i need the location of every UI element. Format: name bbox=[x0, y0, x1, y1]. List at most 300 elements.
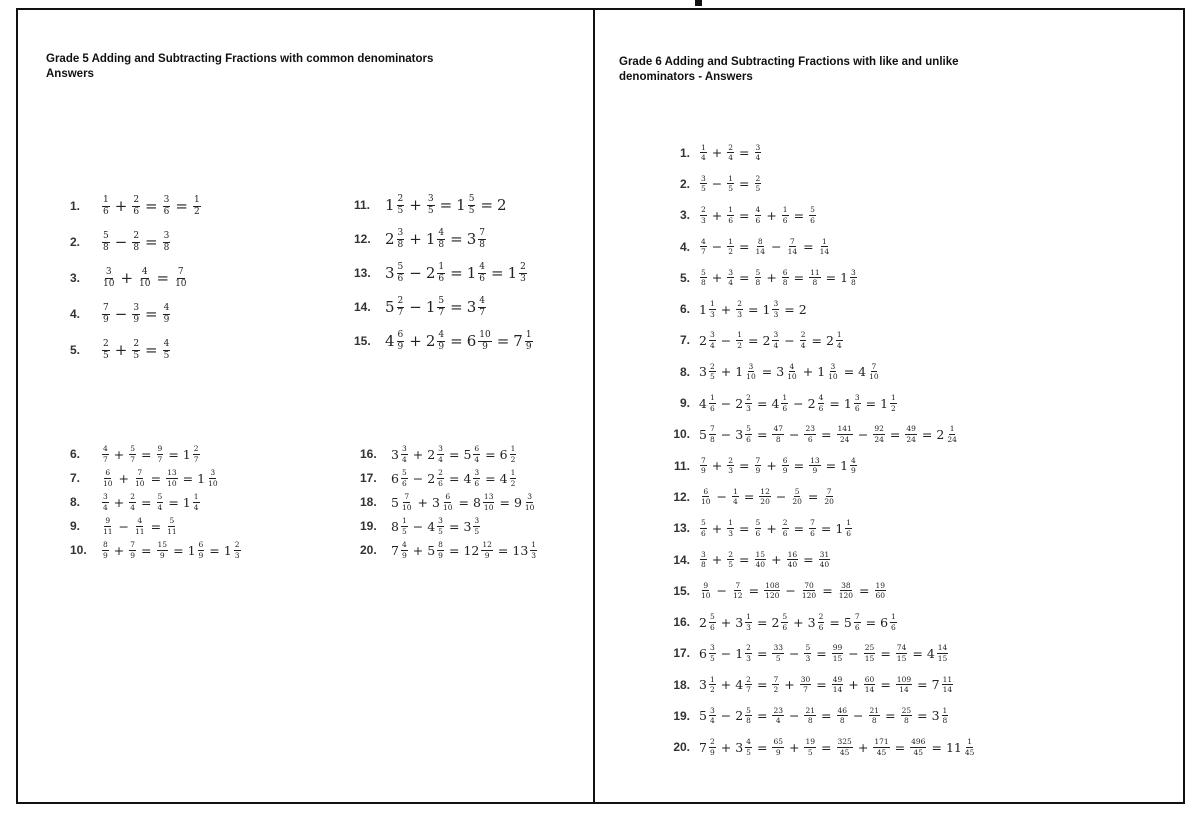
problem-expression bbox=[698, 613, 899, 631]
problem-number: 19. bbox=[673, 708, 690, 723]
numerator: 2 bbox=[103, 338, 109, 349]
whole-number: 1 bbox=[385, 196, 395, 214]
whole-number: 2 bbox=[427, 470, 436, 486]
numerator: 1 bbox=[709, 674, 715, 684]
numerator: 5 bbox=[805, 643, 811, 653]
denominator: 5 bbox=[775, 653, 781, 663]
numerator: 1 bbox=[949, 424, 955, 434]
denominator: 9 bbox=[103, 550, 108, 560]
operator: − bbox=[771, 239, 782, 255]
whole-number: 3 bbox=[735, 739, 744, 755]
numerator: 11 bbox=[942, 674, 953, 684]
fraction bbox=[401, 541, 408, 559]
denominator: 120 bbox=[838, 591, 854, 601]
numerator: 4 bbox=[103, 444, 108, 453]
numerator: 2 bbox=[397, 193, 404, 204]
denominator: 11 bbox=[103, 526, 113, 536]
fraction bbox=[166, 469, 178, 487]
whole-number: 1 bbox=[880, 395, 889, 411]
fraction bbox=[138, 268, 151, 289]
operator: − bbox=[853, 708, 864, 724]
fraction bbox=[437, 445, 444, 463]
fraction bbox=[755, 206, 762, 224]
operator: = bbox=[168, 494, 179, 510]
operator: = bbox=[821, 426, 832, 442]
denominator: 8 bbox=[903, 716, 909, 726]
numerator: 171 bbox=[874, 737, 889, 747]
operator: = bbox=[145, 233, 158, 251]
denominator: 4 bbox=[755, 153, 761, 163]
numerator: 33 bbox=[773, 643, 783, 653]
whole-number: 5 bbox=[391, 494, 399, 510]
denominator: 7 bbox=[397, 307, 404, 318]
fraction bbox=[700, 488, 712, 506]
operator: = bbox=[793, 207, 805, 223]
problem-row bbox=[70, 490, 243, 514]
numerator: 3 bbox=[709, 643, 715, 653]
fraction bbox=[905, 425, 917, 443]
fraction bbox=[709, 425, 716, 443]
fraction bbox=[764, 582, 780, 600]
denominator: 11 bbox=[167, 526, 177, 536]
problem-expression bbox=[698, 644, 950, 662]
numerator: 1 bbox=[438, 261, 445, 272]
numerator: 6 bbox=[782, 267, 788, 277]
problem-number: 15. bbox=[354, 334, 371, 348]
problem-number: 18. bbox=[673, 677, 690, 692]
operator: + bbox=[409, 332, 422, 350]
operator: − bbox=[711, 176, 723, 192]
grade5-title-line2: Answers bbox=[46, 68, 94, 80]
numerator: 3 bbox=[103, 492, 108, 501]
problem-row bbox=[660, 513, 977, 544]
fraction bbox=[102, 196, 110, 217]
fraction bbox=[736, 331, 743, 349]
denominator: 8 bbox=[871, 716, 877, 726]
numerator: 7 bbox=[479, 227, 485, 238]
denominator: 3 bbox=[709, 309, 715, 319]
fraction bbox=[163, 304, 171, 325]
problem-expression bbox=[390, 517, 482, 535]
operator: = bbox=[885, 708, 896, 724]
whole-number: 1 bbox=[182, 446, 191, 462]
denominator: 7 bbox=[193, 454, 199, 464]
fraction bbox=[782, 269, 789, 287]
operator: + bbox=[720, 614, 732, 630]
operator: + bbox=[409, 230, 422, 248]
numerator: 3 bbox=[773, 299, 779, 309]
whole-number: 4 bbox=[926, 645, 935, 661]
fraction bbox=[800, 331, 807, 349]
fraction bbox=[401, 445, 408, 463]
problem-number: 6. bbox=[70, 447, 81, 461]
operator: = bbox=[748, 332, 759, 348]
problem-expression bbox=[698, 363, 882, 381]
fraction bbox=[102, 517, 114, 535]
numerator: 23 bbox=[805, 424, 816, 434]
denominator: 10 bbox=[175, 278, 187, 289]
denominator: 9 bbox=[130, 550, 136, 560]
numerator: 3 bbox=[709, 705, 715, 715]
numerator: 4 bbox=[701, 236, 706, 246]
whole-number: 3 bbox=[466, 298, 477, 316]
numerator: 3 bbox=[163, 230, 170, 241]
fraction bbox=[772, 300, 779, 318]
numerator: 1 bbox=[821, 236, 827, 246]
denominator: 6 bbox=[846, 528, 852, 538]
problem-row bbox=[660, 419, 977, 450]
problem-row bbox=[70, 224, 203, 260]
operator: + bbox=[784, 677, 795, 693]
numerator: 1 bbox=[733, 486, 738, 496]
fraction bbox=[745, 676, 752, 694]
numerator: 3 bbox=[527, 492, 533, 501]
fraction bbox=[800, 676, 812, 694]
fraction bbox=[727, 144, 734, 162]
operator: = bbox=[739, 552, 750, 567]
operator: = bbox=[917, 677, 928, 693]
fraction bbox=[946, 425, 958, 443]
operator: = bbox=[921, 426, 933, 442]
numerator: 8 bbox=[757, 236, 763, 246]
numerator: 325 bbox=[837, 737, 852, 747]
problem-number: 8. bbox=[70, 495, 81, 509]
whole-number: 2 bbox=[425, 264, 436, 282]
denominator: 5 bbox=[728, 560, 734, 569]
whole-number: 1 bbox=[425, 230, 436, 248]
denominator: 45 bbox=[964, 747, 975, 757]
numerator: 3 bbox=[728, 267, 734, 277]
numerator: 2 bbox=[737, 299, 742, 309]
denominator: 6 bbox=[133, 206, 140, 217]
operator: = bbox=[141, 542, 152, 558]
fraction bbox=[207, 469, 219, 487]
numerator: 1 bbox=[737, 330, 742, 340]
fraction bbox=[401, 493, 413, 511]
denominator: 5 bbox=[427, 205, 434, 216]
denominator: 9 bbox=[755, 466, 761, 476]
fraction bbox=[772, 707, 784, 725]
problem-expression bbox=[384, 331, 535, 352]
operator: = bbox=[150, 470, 162, 486]
denominator: 2 bbox=[728, 247, 734, 257]
whole-number: 1 bbox=[835, 520, 844, 536]
fraction bbox=[755, 551, 767, 569]
fraction bbox=[727, 238, 734, 256]
fraction bbox=[519, 263, 527, 284]
operator: = bbox=[209, 542, 220, 558]
denominator: 9 bbox=[198, 550, 204, 560]
operator: = bbox=[756, 708, 768, 724]
grade6-title bbox=[619, 55, 959, 85]
fraction bbox=[732, 582, 744, 600]
problem-expression bbox=[698, 457, 859, 475]
whole-number: 5 bbox=[427, 542, 436, 558]
problem-number: 7. bbox=[70, 471, 81, 485]
fraction bbox=[478, 331, 491, 352]
operator: + bbox=[793, 614, 804, 630]
fraction bbox=[782, 457, 789, 475]
denominator: 6 bbox=[818, 622, 824, 632]
grade5-problems-6-10 bbox=[70, 442, 243, 562]
whole-number: 1 bbox=[817, 364, 826, 380]
numerator: 2 bbox=[130, 492, 136, 501]
numerator: 7 bbox=[826, 486, 832, 496]
fraction bbox=[937, 644, 949, 662]
denominator: 2 bbox=[891, 403, 896, 413]
whole-number: 1 bbox=[843, 395, 852, 411]
numerator: 1 bbox=[701, 142, 706, 152]
numerator: 7 bbox=[701, 455, 706, 465]
numerator: 6 bbox=[782, 455, 788, 465]
operator: = bbox=[743, 489, 755, 505]
fraction bbox=[709, 644, 716, 662]
operator: = bbox=[145, 197, 158, 215]
numerator: 5 bbox=[746, 424, 751, 434]
operator: = bbox=[439, 196, 453, 214]
fraction bbox=[727, 269, 734, 287]
fraction bbox=[709, 738, 716, 756]
denominator: 5 bbox=[103, 350, 109, 361]
denominator: 2 bbox=[193, 206, 200, 217]
denominator: 5 bbox=[163, 350, 170, 361]
operator: = bbox=[485, 446, 496, 462]
problem-number: 4. bbox=[70, 307, 81, 321]
denominator: 8 bbox=[851, 278, 856, 288]
problem-expression bbox=[390, 469, 518, 487]
numerator: 70 bbox=[804, 580, 814, 590]
denominator: 4 bbox=[130, 502, 136, 512]
operator: = bbox=[803, 552, 814, 567]
top-edge-mark bbox=[695, 0, 702, 6]
fraction bbox=[700, 457, 707, 475]
operator: − bbox=[716, 583, 728, 599]
problem-expression bbox=[100, 340, 172, 361]
denominator: 6 bbox=[891, 622, 896, 632]
fraction bbox=[804, 425, 816, 443]
problem-row bbox=[360, 538, 539, 562]
numerator: 109 bbox=[896, 674, 912, 684]
numerator: 74 bbox=[896, 643, 907, 653]
problem-row bbox=[660, 262, 977, 293]
numerator: 7 bbox=[130, 540, 136, 549]
denominator: 6 bbox=[810, 528, 815, 538]
operator: − bbox=[720, 426, 732, 442]
numerator: 65 bbox=[773, 737, 783, 747]
denominator: 2 bbox=[709, 685, 715, 695]
fraction bbox=[397, 297, 405, 318]
operator: − bbox=[114, 305, 128, 323]
denominator: 6 bbox=[854, 403, 860, 413]
problem-number: 3. bbox=[70, 271, 81, 285]
numerator: 5 bbox=[701, 267, 706, 277]
whole-number: 3 bbox=[776, 364, 785, 380]
operator: = bbox=[880, 645, 891, 661]
whole-number: 3 bbox=[735, 426, 744, 442]
numerator: 4 bbox=[438, 329, 445, 340]
operator: + bbox=[720, 301, 732, 317]
fraction bbox=[823, 488, 835, 506]
fraction bbox=[873, 738, 889, 756]
fraction bbox=[838, 582, 854, 600]
whole-number: 3 bbox=[466, 230, 477, 248]
whole-number: 4 bbox=[463, 470, 472, 486]
problem-row bbox=[660, 137, 977, 168]
numerator: 3 bbox=[401, 444, 407, 453]
denominator: 6 bbox=[397, 273, 404, 284]
fraction bbox=[468, 195, 476, 216]
operator: = bbox=[756, 426, 768, 442]
operator: + bbox=[113, 542, 125, 558]
grade5-title-line1: Grade 5 Adding and Subtracting Fractions with common denominators bbox=[46, 53, 434, 65]
fraction bbox=[772, 676, 779, 694]
denominator: 10 bbox=[701, 497, 711, 507]
denominator: 8 bbox=[839, 716, 845, 726]
fraction bbox=[132, 232, 140, 253]
problem-row bbox=[660, 450, 977, 481]
numerator: 1 bbox=[401, 516, 407, 525]
whole-number: 11 bbox=[945, 739, 962, 755]
operator: + bbox=[711, 207, 723, 223]
denominator: 9 bbox=[482, 341, 488, 352]
denominator: 20 bbox=[824, 497, 834, 507]
denominator: 7 bbox=[701, 247, 706, 257]
operator: − bbox=[716, 489, 728, 505]
operator: + bbox=[711, 145, 723, 161]
numerator: 5 bbox=[157, 492, 163, 501]
denominator: 8 bbox=[103, 242, 109, 253]
fraction bbox=[942, 676, 954, 694]
whole-number: 1 bbox=[735, 364, 744, 380]
denominator: 3 bbox=[728, 466, 734, 476]
problem-number: 2. bbox=[70, 235, 81, 249]
operator: = bbox=[739, 145, 750, 161]
numerator: 4 bbox=[851, 455, 856, 465]
operator: = bbox=[450, 332, 463, 350]
numerator: 141 bbox=[837, 424, 852, 434]
whole-number: 1 bbox=[425, 298, 436, 316]
denominator: 45 bbox=[913, 747, 924, 757]
whole-number: 4 bbox=[427, 518, 436, 534]
fraction bbox=[890, 394, 897, 412]
fraction bbox=[157, 445, 164, 463]
numerator: 3 bbox=[438, 444, 443, 453]
denominator: 5 bbox=[468, 205, 475, 216]
whole-number: 9 bbox=[513, 494, 522, 510]
denominator: 8 bbox=[782, 278, 788, 288]
denominator: 9 bbox=[812, 466, 818, 476]
whole-number: 2 bbox=[699, 332, 707, 348]
problem-row bbox=[360, 466, 539, 490]
numerator: 1 bbox=[525, 329, 532, 340]
problem-number: 5. bbox=[679, 270, 690, 285]
operator: = bbox=[450, 298, 463, 316]
denominator: 8 bbox=[746, 716, 751, 726]
denominator: 24 bbox=[947, 434, 957, 444]
numerator: 1 bbox=[728, 236, 734, 246]
denominator: 24 bbox=[874, 434, 884, 444]
problem-expression bbox=[384, 195, 507, 216]
fraction bbox=[524, 493, 536, 511]
whole-number: 4 bbox=[499, 470, 508, 486]
problem-expression bbox=[390, 541, 539, 559]
numerator: 2 bbox=[728, 142, 734, 152]
denominator: 5 bbox=[701, 184, 706, 194]
fraction bbox=[709, 613, 716, 631]
operator: + bbox=[412, 542, 424, 558]
numerator: 3 bbox=[773, 330, 779, 340]
problem-row bbox=[70, 538, 243, 562]
operator: = bbox=[145, 341, 158, 359]
operator: = bbox=[748, 583, 760, 599]
whole-number: 6 bbox=[466, 332, 477, 350]
whole-number: 2 bbox=[936, 426, 945, 442]
numerator: 21 bbox=[869, 705, 880, 715]
operator: = bbox=[450, 264, 463, 282]
denominator: 8 bbox=[709, 434, 715, 444]
numerator: 3 bbox=[474, 468, 480, 477]
operator: = bbox=[825, 270, 837, 286]
denominator: 5 bbox=[728, 184, 734, 194]
numerator: 4 bbox=[789, 361, 795, 371]
numerator: 3 bbox=[709, 330, 715, 340]
fraction bbox=[700, 582, 712, 600]
denominator: 120 bbox=[801, 591, 817, 601]
numerator: 99 bbox=[832, 643, 843, 653]
denominator: 3 bbox=[746, 403, 751, 413]
denominator: 15 bbox=[896, 653, 907, 663]
problem-row bbox=[660, 387, 977, 418]
fraction bbox=[510, 469, 517, 487]
denominator: 20 bbox=[792, 497, 802, 507]
numerator: 1 bbox=[728, 518, 734, 528]
operator: = bbox=[739, 207, 750, 223]
operator: = bbox=[156, 269, 170, 287]
operator: = bbox=[491, 264, 504, 282]
whole-number: 7 bbox=[391, 542, 399, 558]
denominator: 6 bbox=[818, 403, 824, 413]
numerator: 5 bbox=[397, 261, 404, 272]
operator: = bbox=[793, 270, 805, 286]
operator: = bbox=[739, 239, 750, 255]
whole-number: 7 bbox=[699, 739, 707, 755]
denominator: 6 bbox=[103, 206, 109, 217]
fraction bbox=[772, 738, 784, 756]
denominator: 8 bbox=[397, 239, 404, 250]
problem-number: 13. bbox=[354, 266, 371, 280]
problem-number: 11. bbox=[673, 458, 690, 473]
numerator: 6 bbox=[198, 540, 204, 549]
fraction bbox=[478, 229, 486, 250]
fraction bbox=[890, 613, 897, 631]
numerator: 1 bbox=[782, 393, 788, 403]
denominator: 4 bbox=[103, 502, 108, 512]
fraction bbox=[755, 457, 762, 475]
numerator: 46 bbox=[837, 705, 848, 715]
problem-expression bbox=[698, 582, 888, 600]
operator: − bbox=[720, 708, 732, 724]
problem-number: 10. bbox=[70, 543, 87, 557]
denominator: 5 bbox=[746, 747, 751, 757]
denominator: 9 bbox=[701, 466, 706, 476]
numerator: 6 bbox=[105, 468, 111, 477]
operator: − bbox=[720, 645, 732, 661]
problem-expression bbox=[100, 196, 203, 217]
problem-number: 19. bbox=[360, 519, 377, 533]
whole-number: 6 bbox=[391, 470, 399, 486]
numerator: 3 bbox=[830, 361, 836, 371]
fraction bbox=[850, 269, 857, 287]
